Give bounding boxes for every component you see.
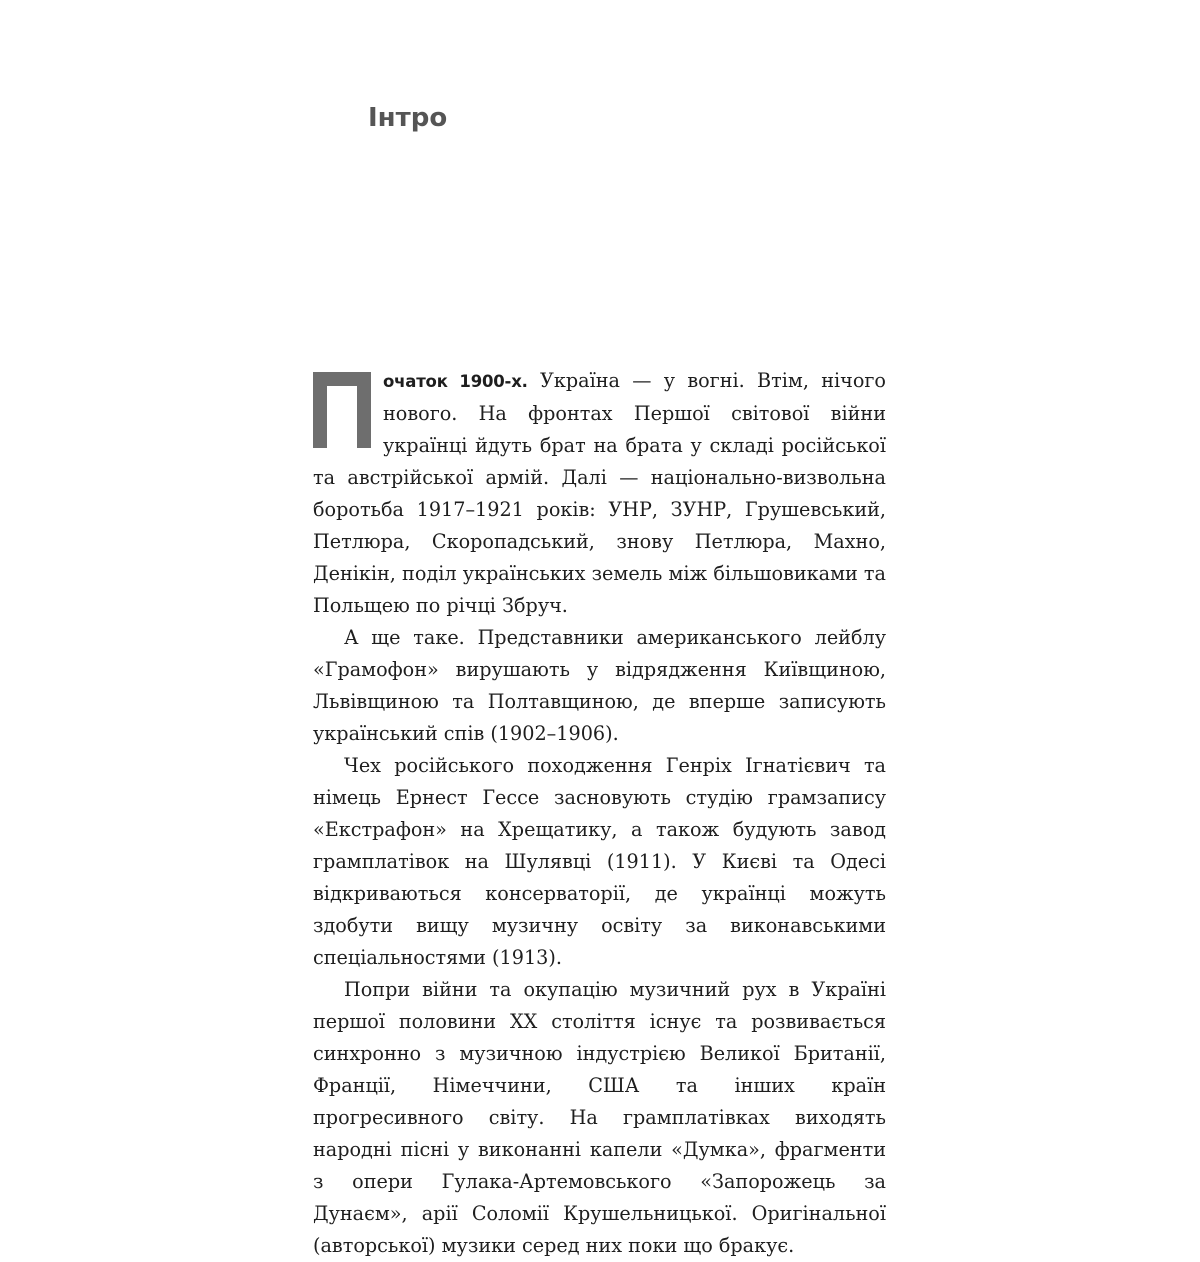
paragraph-4: Попри війни та окупацію музичний рух в Україні першої половини XX століття існує та розвивається синхронно з музичною індустрією Великої Британії, Франції, Німеччини, США та інших країн прогресивного світу. На грамплатівках виходять народні пісні у виконанні капели «Думка», фрагменти з опери Гулака-Артемовського «Запорожець за Дунаєм», арії Соломії Крушельницької. Оригінальної (авторської) музики серед них поки що бракує. [313, 978, 886, 1257]
paragraph-2: А ще таке. Представники американського лейблу «Грамофон» вирушають у відрядження Київщиною, Львівщиною та Полтавщиною, де вперше записують український спів (1902–1906). [313, 626, 886, 745]
drop-cap-letter [313, 372, 371, 448]
paragraph-1 [313, 365, 886, 622]
chapter-body [313, 365, 886, 1262]
drop-cap-glyph [313, 372, 371, 448]
lead-in-phrase: очаток 1900-х. [383, 372, 528, 391]
chapter-title: Інтро [368, 103, 448, 133]
paragraph-3: Чех російського походження Генріх Ігнатієвич та німець Ернест Гессе засновують студію грамзапису «Екстрафон» на Хрещатику, а також будують завод грамплатівок на Шулявці (1911). У Києві та Одесі відкриваються консерваторії, де українці можуть здобути вищу музичну освіту за виконавськими спеціальностями (1913). [313, 754, 886, 969]
paragraph-1-text: Україна — у вогні. Втім, нічого нового. На фронтах Першої світової війни українці йдуть брат на брата у складі російської та австрійської армій. Далі — національно-визвольна боротьба 1917–1921 років: УНР, ЗУНР, Грушевський, Петлюра, Скоропадський, знову Петлюра, Махно, Денікін, поділ українських земель між більшовиками та Польщею по річці Збруч. [313, 369, 886, 617]
